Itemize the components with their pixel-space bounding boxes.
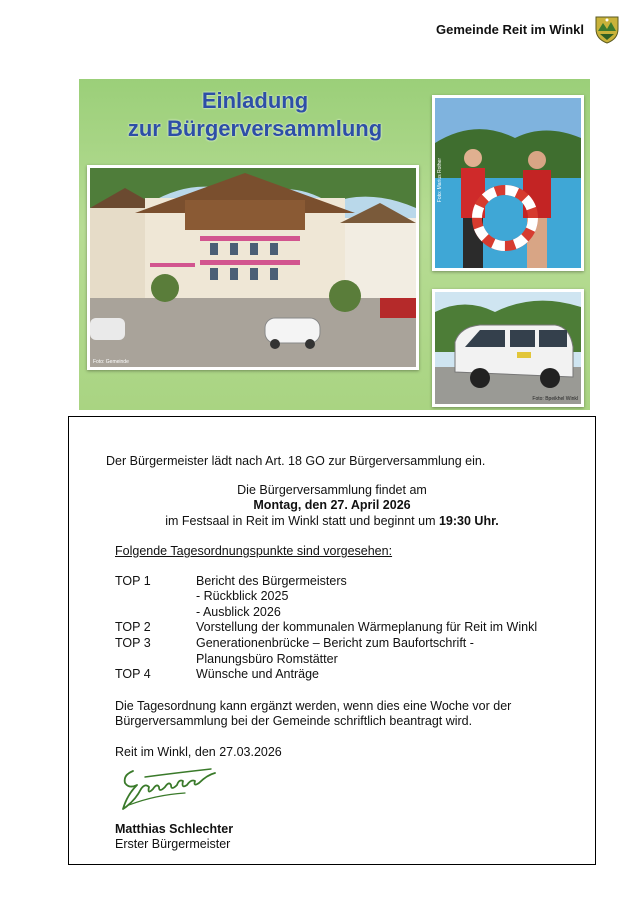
- event-date: Montag, den 27. April 2026: [253, 498, 411, 512]
- photo-credit-car: Foto: Bpeikhel Winkl: [532, 396, 578, 402]
- shuttle-car-photo: [432, 289, 584, 407]
- event-time: 19:30 Uhr.: [438, 514, 499, 528]
- photo-credit-pool: Foto: Marius Rother: [437, 158, 443, 203]
- agenda-item-3-line1: Generationenbrücke – Bericht zum Baufortschrift -: [196, 636, 474, 650]
- event-location: im Festsaal in Reit im Winkl statt und beginnt um: [165, 514, 436, 528]
- photo-credit-main: Foto: Gemeinde: [93, 359, 129, 365]
- town-center-photo: [87, 165, 419, 370]
- note-line1: Die Tagesordnung kann ergänzt werden, wenn dies eine Woche vor der: [115, 699, 512, 713]
- event-location-time: [69, 514, 595, 529]
- agenda-item-1-number: TOP 1: [115, 574, 151, 588]
- invitation-letter: [68, 416, 596, 865]
- agenda-item-2-line1: Vorstellung der kommunalen Wärmeplanung für Reit im Winkl: [196, 620, 538, 634]
- signer-title: Erster Bürgermeister: [115, 837, 231, 851]
- banner-title: [79, 87, 431, 143]
- pool-staff-photo: [432, 95, 584, 271]
- municipality-name: Gemeinde Reit im Winkl: [436, 22, 584, 37]
- note-line2: Bürgerversammlung bei der Gemeinde schriftlich beantragt wird.: [115, 714, 473, 728]
- invitation-banner: [79, 79, 590, 410]
- agenda-item-2-number: TOP 2: [115, 620, 151, 634]
- agenda-item-1-line3: - Ausblick 2026: [196, 605, 281, 619]
- agenda-item-1-line1: Bericht des Bürgermeisters: [196, 574, 347, 588]
- agenda-item-4-line1: Wünsche und Anträge: [196, 667, 319, 681]
- signature-image: [115, 761, 225, 817]
- event-line1: Die Bürgerversammlung findet am: [237, 483, 427, 497]
- agenda-item-3-number: TOP 3: [115, 636, 151, 650]
- agenda-heading: Folgende Tagesordnungspunkte sind vorgesehen:: [115, 544, 393, 558]
- place-and-date: Reit im Winkl, den 27.03.2026: [115, 745, 282, 759]
- banner-title-line1: Einladung: [201, 88, 309, 113]
- intro-text: Der Bürgermeister lädt nach Art. 18 GO zur Bürgerversammlung ein.: [106, 454, 486, 468]
- signer-name: Matthias Schlechter: [115, 822, 234, 836]
- agenda-item-4-number: TOP 4: [115, 667, 151, 681]
- coat-of-arms-icon: [594, 14, 620, 44]
- banner-title-line2: zur Bürgerversammlung: [127, 116, 383, 141]
- agenda-item-3-line2: Planungsbüro Romstätter: [196, 652, 338, 666]
- agenda-item-1-line2: - Rückblick 2025: [196, 589, 289, 603]
